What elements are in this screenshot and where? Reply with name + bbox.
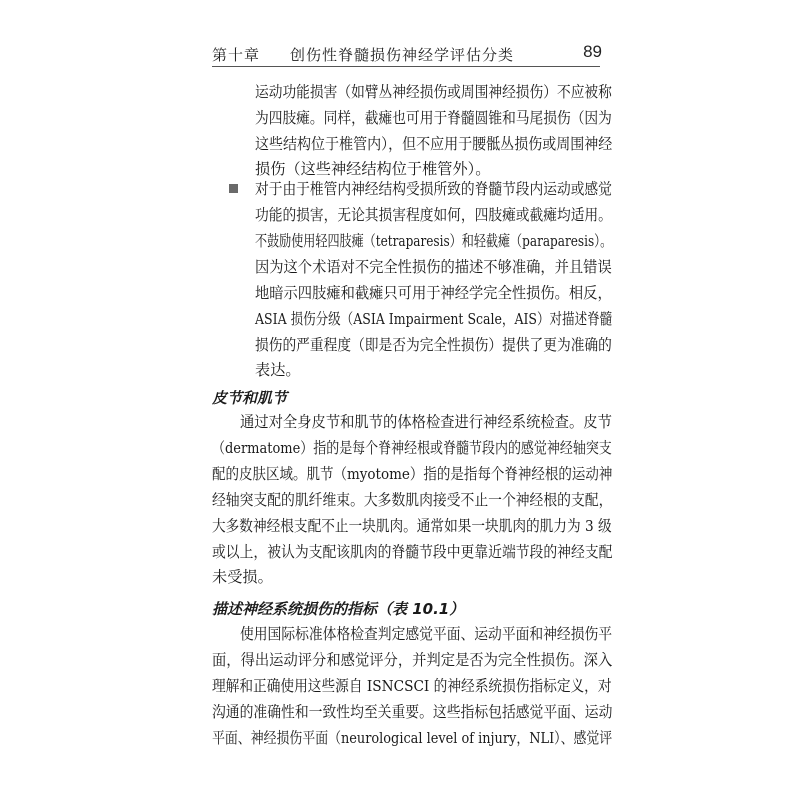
text-line: 面，得出运动评分和感觉评分，并判定是否为完全性损伤。深入 — [212, 651, 613, 669]
text-line: 经轴突支配的肌纤维束。大多数肌肉接受不止一个神经根的支配， — [212, 491, 613, 509]
text-line: 大多数神经根支配不止一块肌肉。通常如果一块肌肉的肌力为 3 级 — [212, 517, 612, 535]
section-heading: 皮节和肌节 — [212, 389, 288, 407]
text-line: ASIA 损伤分级（ASIA Impairment Scale，AIS）对描述脊髓 — [255, 310, 613, 328]
text-line: 地暗示四肢瘫和截瘫只可用于神经学完全性损伤。相反， — [255, 284, 612, 302]
text-line: 这些结构位于椎管内），但不应用于腰骶丛损伤或周围神经 — [255, 135, 613, 153]
text-line: 通过对全身皮节和肌节的体格检查进行神经系统检查。皮节 — [240, 413, 612, 431]
page-number: 89 — [583, 42, 602, 61]
text-line: 损伤的严重程度（即是否为完全性损伤）提供了更为准确的 — [255, 336, 612, 354]
text-line: 对于由于椎管内神经结构受损所致的脊髓节段内运动或感觉 — [255, 180, 612, 198]
running-header — [212, 40, 602, 66]
text-line: 使用国际标准体格检查判定感觉平面、运动平面和神经损伤平 — [240, 625, 613, 643]
text-line: 功能的损害，无论其损害程度如何，四肢瘫或截瘫均适用。 — [255, 206, 612, 224]
chapter-title: 创伤性脊髓损伤神经学评估分类 — [290, 46, 515, 64]
text-line: （dermatome）指的是每个脊神经根或脊髓节段内的感觉神经轴突支 — [212, 439, 612, 457]
text-line: 为四肢瘫。同样，截瘫也可用于脊髓圆锥和马尾损伤（因为 — [255, 109, 612, 127]
chapter-label: 第十章 — [212, 46, 261, 64]
text-line: 平面、神经损伤平面（neurological level of injury，NLI）、感觉评 — [212, 729, 613, 747]
text-line: 或以上，被认为支配该肌肉的脊髓节段中更靠近端节段的神经支配 — [212, 543, 613, 561]
text-line: 损伤（这些神经结构位于椎管外）。 — [255, 160, 491, 178]
text-line: 因为这个术语对不完全性损伤的描述不够准确，并且错误 — [255, 258, 612, 276]
text-line: 运动功能损害（如臂丛神经损伤或周围神经损伤）不应被称 — [255, 83, 612, 101]
text-line: 理解和正确使用这些源自 ISNCSCI 的神经系统损伤指标定义，对 — [212, 677, 612, 695]
text-line: 沟通的准确性和一致性均至关重要。这些指标包括感觉平面、运动 — [212, 703, 613, 721]
square-bullet-icon — [229, 184, 238, 193]
section-heading: 描述神经系统损伤的指标（表 10.1） — [212, 600, 465, 618]
text-line: 不鼓励使用轻四肢瘫（tetraparesis）和轻截瘫（paraparesis）。 — [255, 232, 613, 250]
text-line: 未受损。 — [212, 568, 273, 586]
header-rule — [212, 66, 600, 67]
text-line: 配的皮肤区域。肌节（myotome）指的是指每个脊神经根的运动神 — [212, 465, 613, 483]
text-line: 表达。 — [255, 361, 301, 379]
